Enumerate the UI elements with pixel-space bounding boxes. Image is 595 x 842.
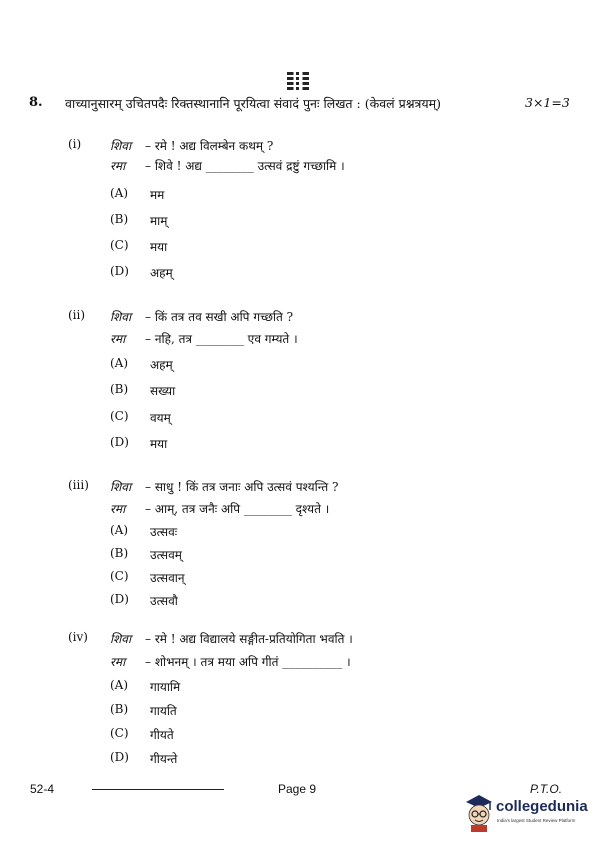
option-text: अहम्	[150, 266, 173, 280]
page-number: Page 9	[278, 782, 317, 796]
dialogue-line: – आम्, तत्र जनैः अपि ________ दृश्यते ।	[145, 502, 330, 516]
brand-name: collegedunia	[496, 798, 588, 815]
option-label: (D)	[110, 264, 129, 278]
speaker-label: रमा	[110, 655, 126, 669]
dialogue-line: – शोभनम् । तत्र मया अपि गीतं __________ ।	[145, 655, 351, 669]
option-text: मया	[150, 240, 168, 254]
option-label: (B)	[110, 702, 129, 716]
subquestion-number: (iii)	[68, 478, 89, 492]
option-label: (D)	[110, 750, 129, 764]
option-label: (C)	[110, 569, 129, 583]
question-number: 8.	[29, 95, 43, 110]
option-text: गायामि	[150, 680, 181, 694]
question-instruction: वाच्यानुसारम् उचितपदैः रिक्तस्थानानि पूरयित्वा संवादं पुनः लिखत : (केवलं प्रश्नत्रयम्)	[65, 96, 442, 111]
option-label: (C)	[110, 409, 129, 423]
dialogue-line: – शिवे ! अद्य ________ उत्सवं द्रष्टुं गच्छामि ।	[145, 159, 345, 173]
option-label: (D)	[110, 435, 129, 449]
option-text: गीयन्ते	[150, 752, 178, 766]
option-label: (C)	[110, 726, 129, 740]
option-text: उत्सवः	[150, 525, 178, 539]
option-text: गायति	[150, 704, 177, 718]
qr-code-icon	[287, 70, 309, 92]
option-label: (C)	[110, 238, 129, 252]
paper-code: 52-4	[30, 782, 55, 796]
dialogue-line: – रमे ! अद्य विद्यालये सङ्गीत-प्रतियोगिता भवति ।	[145, 632, 353, 646]
brand-tagline: India's largest Student Review Platform	[497, 818, 576, 823]
option-text: माम्	[150, 214, 168, 228]
option-label: (A)	[110, 678, 129, 692]
option-text: उत्सवान्	[150, 571, 185, 585]
option-text: उत्सवौ	[150, 594, 178, 608]
speaker-label: शिवा	[110, 139, 132, 153]
dialogue-line: – नहि, तत्र ________ एव गम्यते ।	[145, 332, 298, 346]
option-label: (B)	[110, 212, 129, 226]
option-text: वयम्	[150, 411, 171, 425]
mascot-logo-icon	[462, 792, 496, 832]
option-label: (A)	[110, 186, 129, 200]
option-label: (A)	[110, 356, 129, 370]
subquestion-number: (i)	[68, 137, 82, 151]
option-label: (A)	[110, 523, 129, 537]
speaker-label: रमा	[110, 502, 126, 516]
footer-divider	[92, 789, 224, 790]
dialogue-line: – रमे ! अद्य विलम्बेन कथम् ?	[145, 139, 274, 153]
option-text: गीयते	[150, 728, 174, 742]
option-text: मया	[150, 437, 168, 451]
option-text: मम	[150, 188, 165, 202]
option-text: उत्सवम्	[150, 548, 182, 562]
speaker-label: शिवा	[110, 632, 132, 646]
subquestion-number: (iv)	[68, 630, 88, 644]
speaker-label: शिवा	[110, 480, 132, 494]
question-marks: 3×1=3	[525, 95, 570, 110]
speaker-label: रमा	[110, 332, 126, 346]
subquestion-number: (ii)	[68, 308, 86, 322]
option-label: (B)	[110, 546, 129, 560]
pto-label: P.T.O.	[530, 782, 563, 796]
dialogue-line: – साधु ! किं तत्र जनाः अपि उत्सवं पश्यन्ति ?	[145, 480, 339, 494]
option-label: (B)	[110, 382, 129, 396]
speaker-label: रमा	[110, 159, 126, 173]
dialogue-line: – किं तत्र तव सखी अपि गच्छति ?	[145, 310, 294, 324]
option-text: सख्या	[150, 384, 176, 398]
speaker-label: शिवा	[110, 310, 132, 324]
option-label: (D)	[110, 592, 129, 606]
option-text: अहम्	[150, 358, 173, 372]
